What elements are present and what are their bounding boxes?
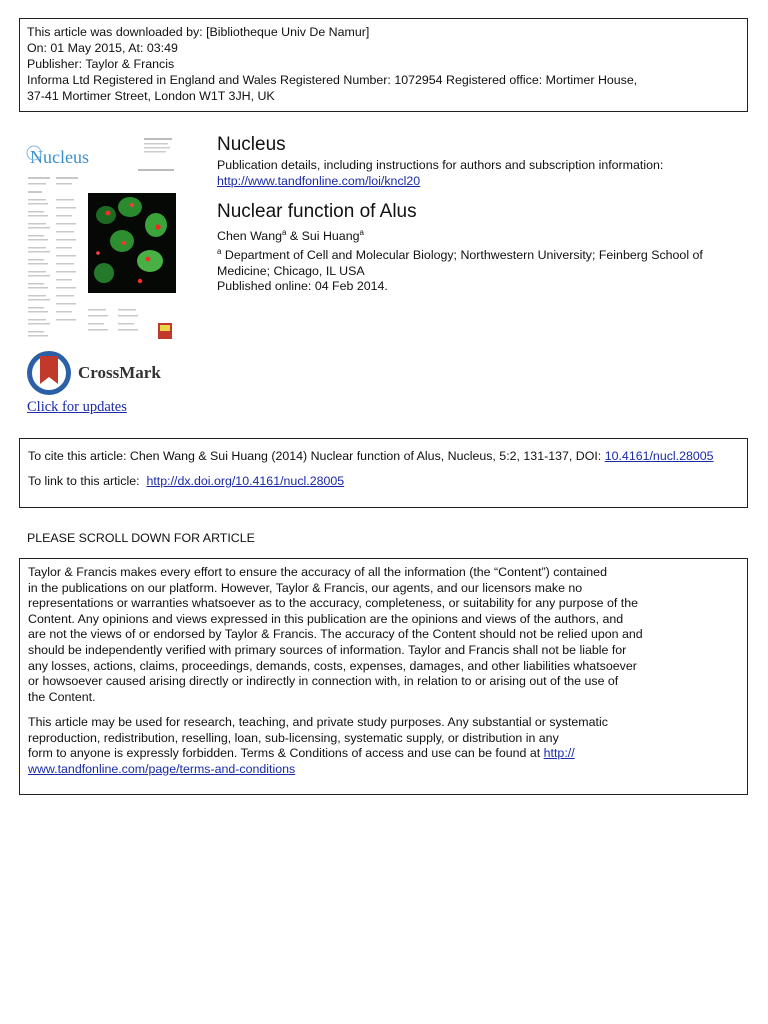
journal-details: Publication details, including instructions for authors and subscription information: — [217, 158, 664, 172]
citation-box — [19, 438, 748, 508]
journal-url-link[interactable]: http://www.tandfonline.com/loi/kncl20 — [217, 174, 421, 188]
disclaimer-paragraph-1 — [28, 565, 743, 705]
disclaimer-line: This article may be used for research, teaching, and private study purposes. Any substantial or systematic — [28, 715, 608, 729]
download-line-1: This article was downloaded by: [Bibliotheque Univ De Namur] — [27, 25, 370, 39]
author-and: & — [289, 229, 299, 243]
cover-logo-text: Nucleus — [30, 147, 89, 167]
link-text: To link to this article: — [28, 474, 140, 488]
disclaimer-text: form to anyone is expressly forbidden. Terms & Conditions of access and use can be found at — [28, 746, 541, 761]
author-2-affil-mark: a — [359, 227, 364, 237]
disclaimer-line: reproduction, redistribution, reselling, loan, sub-licensing, systematic supply, or distribution in any — [28, 730, 559, 745]
affiliation-mark: a — [217, 246, 222, 256]
article-doi-url-link[interactable]: http://dx.doi.org/10.4161/nucl.28005 — [146, 474, 345, 488]
author-1-affil-mark: a — [281, 227, 287, 237]
disclaimer-line: representations or warranties whatsoever as to the accuracy, completeness, or suitability for any purpose of the — [28, 596, 638, 611]
disclaimer-line: in the publications on our platform. However, Taylor & Francis, our agents, and our licensors make no — [28, 580, 583, 595]
affiliation-line-1 — [217, 248, 703, 264]
download-notice-box — [19, 18, 748, 112]
cite-line — [28, 449, 714, 465]
crossmark-label: CrossMark — [78, 363, 161, 382]
disclaimer-line: Content. Any opinions and views expressed in this publication are the opinions and views of the authors, and — [28, 611, 624, 626]
affiliation-line-2: Medicine; Chicago, IL USA — [217, 264, 365, 278]
disclaimer-line — [28, 746, 743, 762]
disclaimer-paragraph-2 — [28, 715, 743, 777]
terms-link-part-1[interactable]: http:// — [543, 746, 575, 761]
download-line-4: Informa Ltd Registered in England and Wales Registered Number: 1072954 Registered office: Mortimer House, — [27, 73, 638, 87]
published-date: Published online: 04 Feb 2014. — [217, 279, 388, 293]
author-1: Chen Wang — [217, 229, 282, 243]
disclaimer-line: are not the views of or endorsed by Taylor & Francis. The accuracy of the Content should not be relied upon and — [28, 627, 643, 642]
cover-art — [26, 133, 178, 345]
disclaimer-line: or howsoever caused arising directly or indirectly in connection with, in relation to or arising out of the use of — [28, 674, 619, 689]
link-line — [28, 474, 344, 490]
terms-link-part-2[interactable]: www.tandfonline.com/page/terms-and-conditions — [28, 761, 296, 776]
download-line-3: Publisher: Taylor & Francis — [27, 57, 175, 71]
scroll-down-notice: PLEASE SCROLL DOWN FOR ARTICLE — [27, 531, 255, 545]
doi-link[interactable]: 10.4161/nucl.28005 — [604, 449, 714, 463]
disclaimer-line: the Content. — [28, 689, 96, 704]
crossmark-badge[interactable] — [26, 350, 166, 396]
article-title: Nuclear function of Alus — [217, 201, 417, 222]
journal-cover-image — [26, 133, 178, 345]
download-line-5: 37-41 Mortimer Street, London W1T 3JH, UK — [27, 89, 275, 103]
cite-text: To cite this article: Chen Wang & Sui Huang (2014) Nuclear function of Alus, Nucleus, 5:2, 131-137, DOI: — [28, 449, 602, 463]
journal-name: Nucleus — [217, 134, 286, 155]
disclaimer-line: should be independently verified with primary sources of information. Taylor and Francis shall not be liable for — [28, 642, 627, 657]
article-authors — [217, 229, 364, 245]
disclaimer-line: any losses, actions, claims, proceedings, demands, costs, expenses, damages, and other liabilities whatsoever — [28, 658, 637, 673]
author-2: Sui Huang — [301, 229, 360, 243]
disclaimer-line — [28, 762, 743, 778]
click-for-updates-link[interactable]: Click for updates — [27, 399, 127, 415]
disclaimer-box — [19, 558, 748, 795]
download-line-2: On: 01 May 2015, At: 03:49 — [27, 41, 178, 55]
disclaimer-line: Taylor & Francis makes every effort to ensure the accuracy of all the information (the “Content”) contained — [28, 565, 607, 579]
affiliation-text-1: Department of Cell and Molecular Biology; Northwestern University; Feinberg School of — [224, 248, 703, 262]
